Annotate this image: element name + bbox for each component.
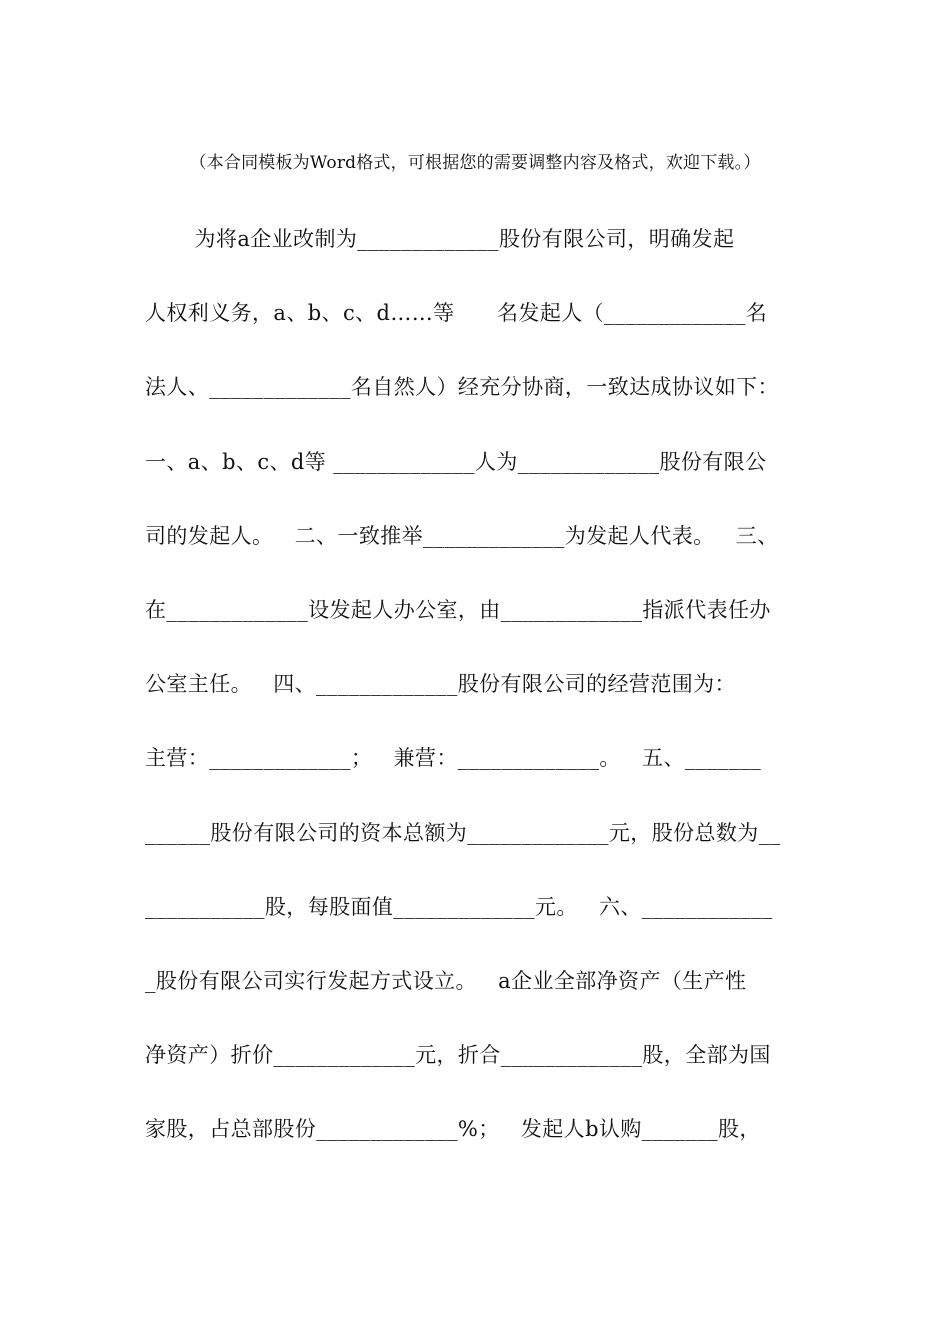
body-line: 法人、_____________名自然人）经充分协商，一致达成协议如下： xyxy=(145,375,779,400)
body-line: 公室主任。 四、_____________股份有限公司的经营范围为： xyxy=(145,672,736,697)
body-line: _股份有限公司实行发起方式设立。 a企业全部净资产（生产性 xyxy=(145,968,747,993)
contract-body xyxy=(145,222,825,1186)
body-line: 净资产）折价_____________元，折合_____________股，全部为国 xyxy=(145,1043,771,1068)
body-line: 一、a、b、c、d等 _____________人为_____________股份有限公 xyxy=(145,449,767,474)
body-line: ___________股，每股面值_____________元。 六、____________ xyxy=(145,894,773,919)
body-line: 主营：_____________； 兼营：_____________。 五、_______ xyxy=(145,746,762,771)
body-line: 家股，占总部股份_____________%； 发起人b认购_______股， xyxy=(145,1117,761,1142)
body-line: 在_____________设发起人办公室，由_____________指派代表任办 xyxy=(145,597,771,622)
body-line: 司的发起人。 二、一致推举_____________为发起人代表。 三、 xyxy=(145,523,779,548)
body-line: 为将a企业改制为_____________股份有限公司，明确发起 xyxy=(145,227,735,251)
template-note: （本合同模板为Word格式，可根据您的需要调整内容及格式，欢迎下载。） xyxy=(189,153,761,173)
body-line: 人权利义务，a、b、c、d……等 名发起人（_____________名 xyxy=(145,301,768,326)
body-line: ______股份有限公司的资本总额为_____________元，股份总数为__ xyxy=(145,820,781,845)
